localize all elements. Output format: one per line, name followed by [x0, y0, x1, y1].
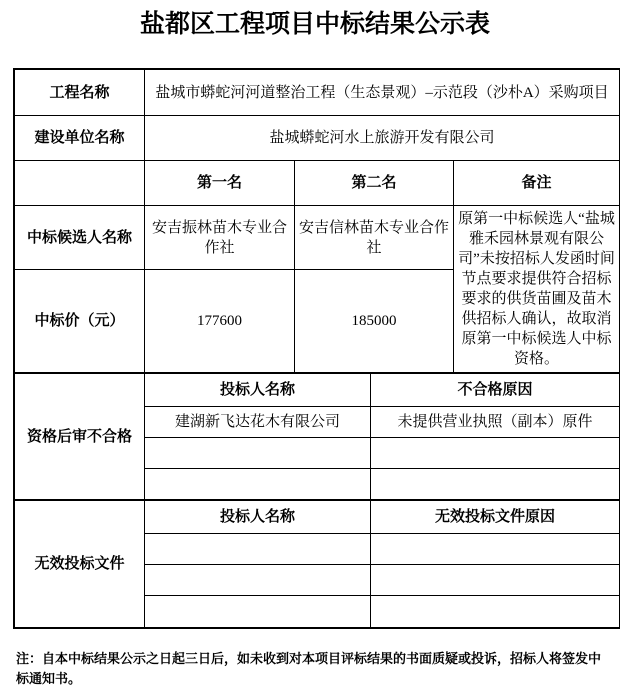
disqualified-bidder-value — [145, 469, 371, 500]
invalid-reason-value — [371, 596, 620, 628]
table-row — [15, 70, 620, 116]
disqualified-reason-value — [371, 469, 620, 500]
page-title: 盐都区工程项目中标结果公示表 — [139, 10, 490, 38]
bid-result-table — [13, 68, 620, 629]
footer-note: 注：自本中标结果公示之日起三日后，如未收到对本项目评标结果的书面质疑或投诉，招标人将签发中标通知书。 — [16, 651, 602, 686]
invalid-bidder-value — [145, 596, 371, 628]
invalid-reason-header: 无效投标文件原因 — [371, 501, 620, 534]
rank-first-header: 第一名 — [145, 161, 295, 206]
disqualified-reason-value: 未提供营业执照（副本）原件 — [371, 407, 620, 438]
candidates-label: 中标候选人名称 — [15, 206, 145, 270]
invalid-bids-section-table — [14, 500, 620, 628]
invalid-bids-section-label: 无效投标文件 — [15, 501, 145, 628]
disqualified-section-label: 资格后审不合格 — [15, 374, 145, 500]
candidate-second-value: 安吉信林苗木专业合作社 — [295, 206, 454, 270]
disqualified-bidder-value: 建湖新飞达花木有限公司 — [145, 407, 371, 438]
invalid-bidder-header: 投标人名称 — [145, 501, 371, 534]
project-name-value: 盐城市蟒蛇河河道整治工程（生态景观）–示范段（沙朴A）采购项目 — [145, 70, 620, 116]
table-row — [15, 374, 620, 407]
invalid-reason-value — [371, 565, 620, 596]
price-second-value: 185000 — [295, 270, 454, 373]
project-name-label: 工程名称 — [15, 70, 145, 116]
remark-header: 备注 — [454, 161, 620, 206]
disqualified-section-table — [14, 373, 620, 500]
price-label: 中标价（元） — [15, 270, 145, 373]
table-row — [15, 501, 620, 534]
project-info-table — [14, 69, 620, 373]
rank-second-header: 第二名 — [295, 161, 454, 206]
invalid-bidder-value — [145, 565, 371, 596]
empty-corner-cell — [15, 161, 145, 206]
disqualified-bidder-header: 投标人名称 — [145, 374, 371, 407]
owner-label: 建设单位名称 — [15, 116, 145, 161]
table-row — [15, 161, 620, 206]
owner-value: 盐城蟒蛇河水上旅游开发有限公司 — [145, 116, 620, 161]
price-first-value: 177600 — [145, 270, 295, 373]
invalid-reason-value — [371, 534, 620, 565]
disqualified-bidder-value — [145, 438, 371, 469]
disqualified-reason-header: 不合格原因 — [371, 374, 620, 407]
invalid-bidder-value — [145, 534, 371, 565]
table-row — [15, 206, 620, 270]
table-row — [15, 116, 620, 161]
remark-value: 原第一中标候选人“盐城雅禾园林景观有限公司”未按招标人发函时间节点要求提供符合招标要求的供货苗圃及苗木供招标人确认，故取消原第一中标候选人中标资格。 — [454, 206, 620, 373]
disqualified-reason-value — [371, 438, 620, 469]
candidate-first-value: 安吉振林苗木专业合作社 — [145, 206, 295, 270]
